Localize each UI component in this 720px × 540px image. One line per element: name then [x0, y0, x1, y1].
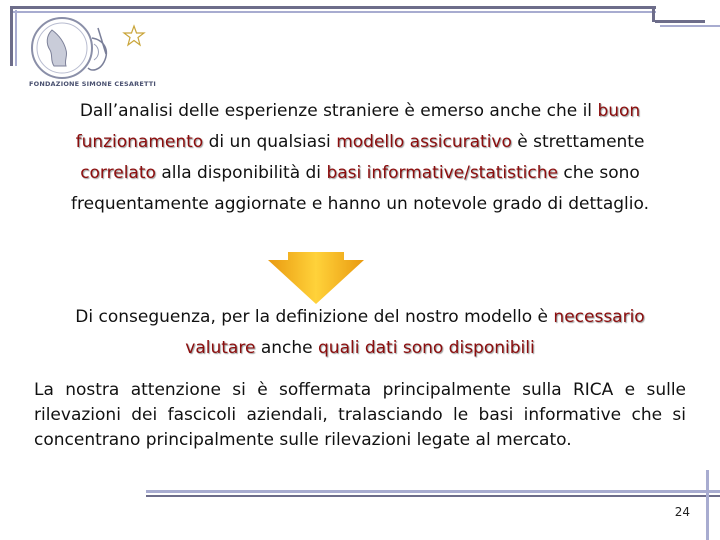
consequence-paragraph	[40, 302, 680, 364]
page-number: 24	[674, 505, 690, 519]
bottom-right-frame-line	[706, 470, 716, 540]
foundation-logo	[20, 14, 165, 92]
text-segment: anche	[255, 338, 319, 358]
highlight-basi-informative: basi informative/statistiche	[326, 163, 558, 183]
left-frame-line	[10, 6, 20, 66]
highlight-correlato: correlato	[80, 163, 156, 183]
text-segment: Di conseguenza, per la definizione del nostro modello è	[75, 307, 554, 327]
highlight-necessario-valutare: necessario valutare	[185, 307, 645, 358]
highlight-quali-dati: quali dati sono disponibili	[318, 338, 535, 358]
text-segment: è strettamente	[511, 132, 645, 152]
bottom-frame-line	[146, 490, 720, 500]
attention-paragraph: La nostra attenzione si è soffermata principalmente sulla RICA e sulle rilevazioni dei fascicoli aziendali, tralasciando le basi informative che si concentrano principalmente sulle rilevazioni legate al mercato.	[34, 380, 686, 450]
highlight-modello-assicurativo: modello assicurativo	[336, 132, 512, 152]
logo-emblem-icon	[20, 14, 165, 80]
text-segment: Dall’analisi delle esperienze straniere è emerso anche che il	[79, 101, 598, 121]
highlight-buon-funzionamento: buon funzionamento	[75, 101, 641, 152]
intro-paragraph	[40, 96, 680, 220]
text-segment: che sono frequentamente aggiornate e hanno un notevole grado di dettaglio.	[71, 163, 649, 214]
text-segment: alla disponibilità di	[155, 163, 327, 183]
top-right-frame-corner	[652, 6, 720, 26]
text-segment: di un qualsiasi	[203, 132, 337, 152]
down-arrow-icon	[268, 252, 364, 304]
logo-caption: FONDAZIONE SIMONE CESARETTI	[28, 80, 157, 88]
